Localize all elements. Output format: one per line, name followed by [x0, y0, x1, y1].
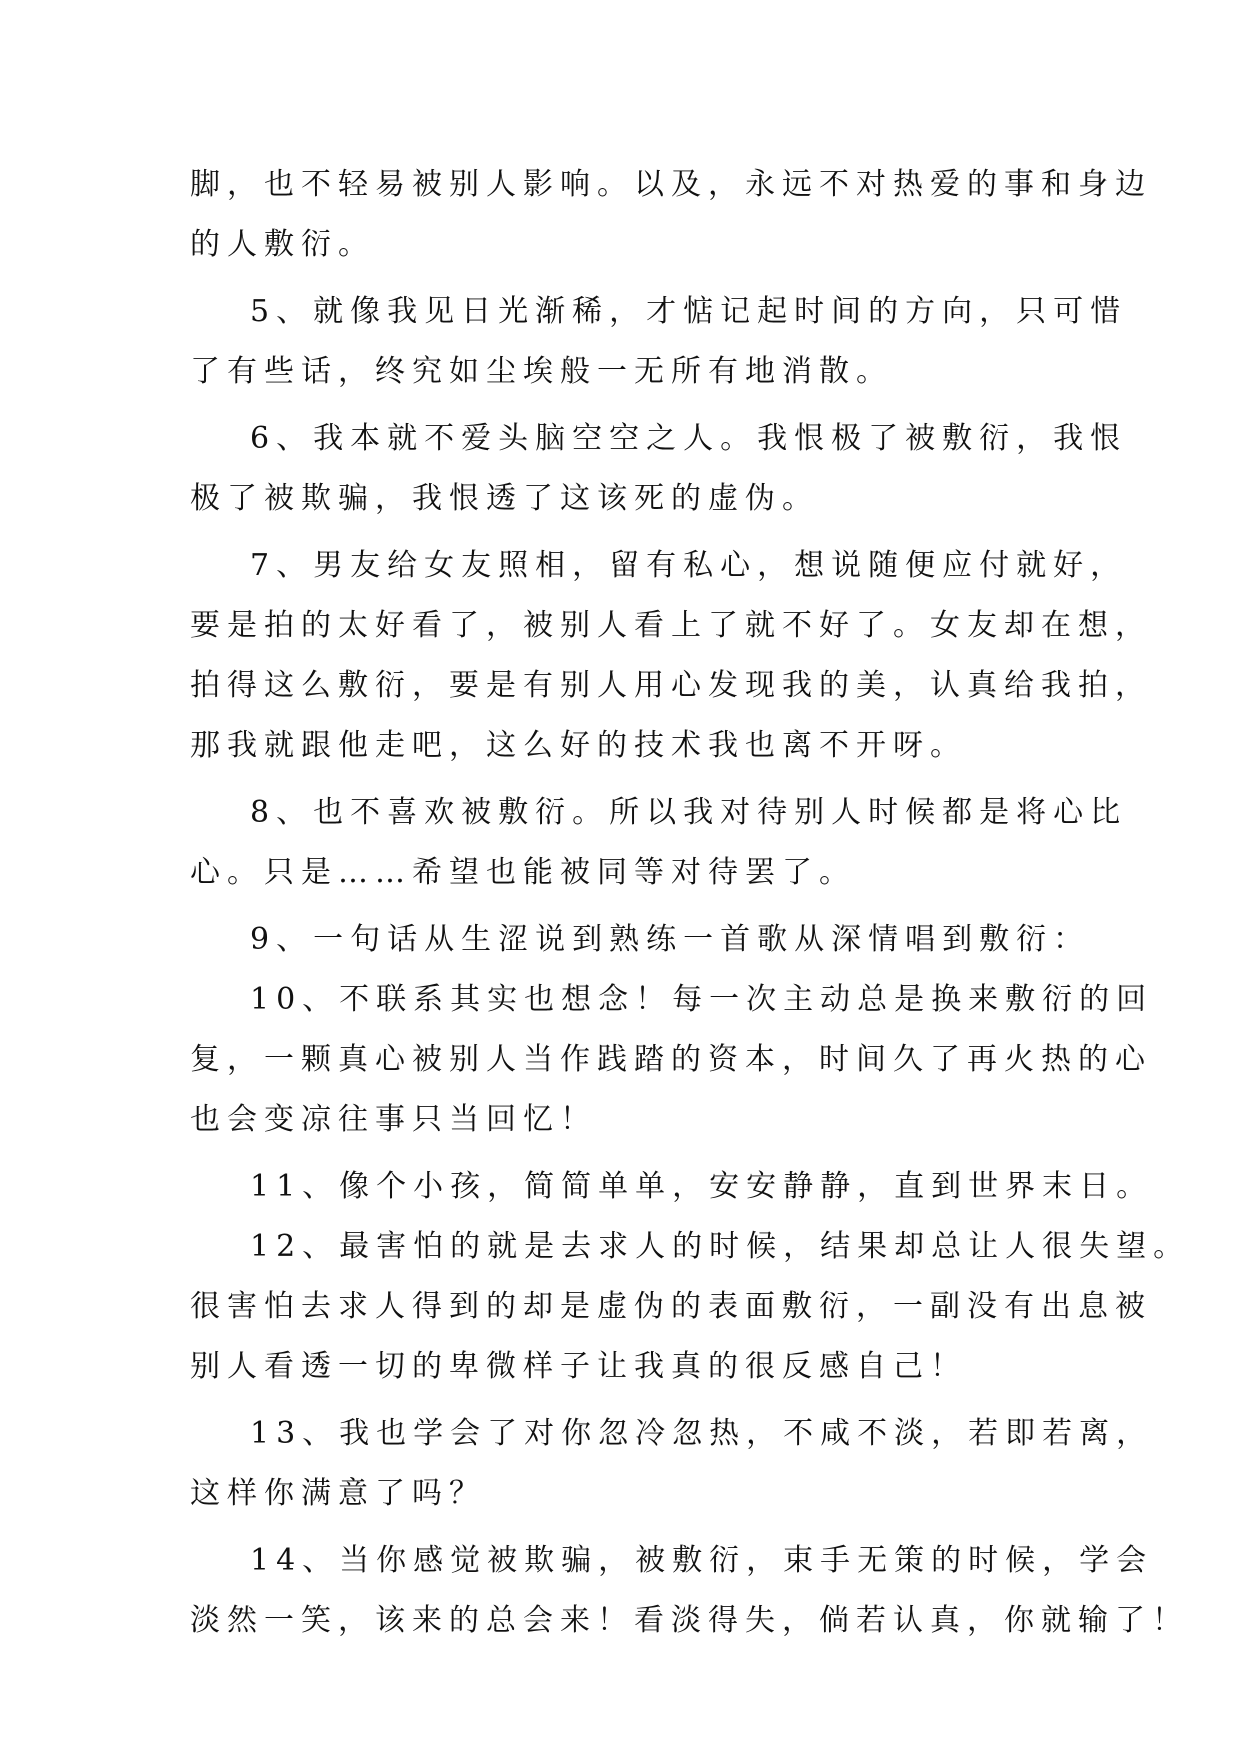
text-line: 5、就像我见日光渐稀，才惦记起时间的方向，只可惜: [250, 294, 1128, 329]
text-line: 8、也不喜欢被敷衍。所以我对待别人时候都是将心比: [250, 795, 1128, 830]
text-line: 7、男友给女友照相，留有私心，想说随便应付就好，: [250, 548, 1128, 583]
text-line: 了有些话，终究如尘埃般一无所有地消散。: [190, 354, 893, 389]
text-line: 拍得这么敷衍，要是有别人用心发现我的美，认真给我拍，: [190, 668, 1152, 703]
text-line: 也会变凉往事只当回忆！: [190, 1102, 597, 1137]
text-line: 心。只是……希望也能被同等对待罢了。: [190, 855, 856, 890]
text-line: 复，一颗真心被别人当作践踏的资本，时间久了再火热的心: [190, 1042, 1152, 1077]
text-line: 的人敷衍。: [190, 227, 375, 262]
text-line: 这样你满意了吗？: [190, 1476, 486, 1511]
text-line: 淡然一笑，该来的总会来！看淡得失，倘若认真，你就输了！: [190, 1603, 1189, 1638]
text-line: 12、最害怕的就是去求人的时候，结果却总让人很失望。: [250, 1229, 1191, 1264]
text-line: 脚，也不轻易被别人影响。以及，永远不对热爱的事和身边: [190, 167, 1152, 202]
text-line: 很害怕去求人得到的却是虚伪的表面敷衍，一副没有出息被: [190, 1289, 1152, 1324]
text-line: 那我就跟他走吧，这么好的技术我也离不开呀。: [190, 728, 967, 763]
text-line: 13、我也学会了对你忽冷忽热，不咸不淡，若即若离，: [250, 1416, 1154, 1451]
text-line: 14、当你感觉被欺骗，被敷衍，束手无策的时候，学会: [250, 1543, 1154, 1578]
text-line: 别人看透一切的卑微样子让我真的很反感自己！: [190, 1349, 967, 1384]
text-line: 11、像个小孩，简简单单，安安静静，直到世界末日。: [250, 1169, 1154, 1204]
text-line: 9、一句话从生涩说到熟练一首歌从深情唱到敷衍：: [250, 922, 1091, 957]
text-line: 10、不联系其实也想念！每一次主动总是换来敷衍的回: [250, 982, 1154, 1017]
document-body: [190, 155, 1191, 1651]
text-line: 要是拍的太好看了，被别人看上了就不好了。女友却在想，: [190, 608, 1152, 643]
text-line: 6、我本就不爱头脑空空之人。我恨极了被敷衍，我恨: [250, 421, 1128, 456]
text-line: 极了被欺骗，我恨透了这该死的虚伪。: [190, 481, 819, 516]
